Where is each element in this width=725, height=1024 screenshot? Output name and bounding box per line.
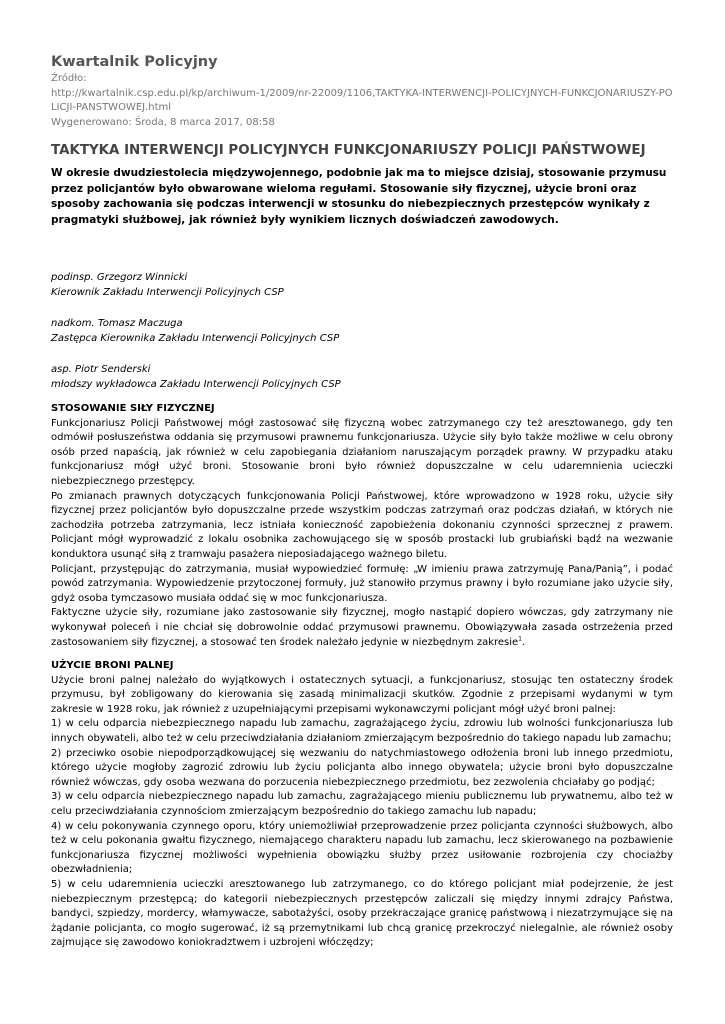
author-role: Kierownik Zakładu Interwencji Policyjnych CSP bbox=[51, 287, 284, 298]
authors-list bbox=[51, 270, 676, 408]
section-heading-firearms: UŻYCIE BRONI PALNEJ bbox=[51, 660, 174, 672]
paragraph: Policjant, przystępując do zatrzymania, musiał wypowiedzieć formułę: „W imieniu prawa zatrzymuję Pana/Panią”, i podać powód zatrzymania. Wypowiedzenie przytoczonej formuły, już stanowiło przymus prawny i było rozumiane jako użycie siły, gdyż osoba tymczasowo musiała oddać się w moc funkcjonariusza. bbox=[51, 563, 673, 604]
author-name: podinsp. Grzegorz Winnicki bbox=[51, 272, 188, 283]
author-name: asp. Piotr Senderski bbox=[51, 364, 151, 375]
author-role: Zastępca Kierownika Zakładu Interwencji Policyjnych CSP bbox=[51, 333, 340, 344]
author-role: młodszy wykładowca Zakładu Interwencji Policyjnych CSP bbox=[51, 379, 341, 390]
article-lead: W okresie dwudziestolecia międzywojennego, podobnie jak ma to miejsce dzisiaj, stosowanie przymusu przez policjantów było obwarowane wieloma regułami. Stosowanie siły fizycznej, użycie broni oraz sposoby zachowania się podczas interwencji w stosunku do niebezpiecznych przestępców wynikały z pragmatyki służbowej, jak również były wynikiem licznych doświadczeń zawodowych. bbox=[51, 167, 667, 226]
article-title: TAKTYKA INTERWENCJI POLICYJNYCH FUNKCJONARIUSZY POLICJI PAŃSTWOWEJ bbox=[51, 143, 646, 158]
list-item: 2) przeciwko osobie niepodporządkowującej się wezwaniu do natychmiastowego odłożenia broni lub innego przedmiotu, którego użycie mogłoby zagrozić zdrowiu lub życiu policjanta albo innego obywatela; użycie broni było dopuszczalne również wówczas, gdy osoba wezwana do porzucenia niebezpiecznego przedmiotu, bez zezwolenia chciałaby go podjąć; bbox=[51, 747, 673, 788]
generated-date: Wygenerowano: Środa, 8 marca 2017, 08:58 bbox=[51, 116, 275, 128]
list-item: 5) w celu udaremnienia ucieczki aresztowanego lub zatrzymanego, co do którego policjant miał podejrzenie, że jest niebezpiecznym przestępcą; do kategorii niebezpiecznych przestępców zaliczali się między innymi zdrajcy Państwa, bandyci, szpiedzy, mordercy, włamywacze, sabotażyści, osoby przekraczające granicę państwową i niezatrzymujące się na żądanie policjanta, co mogło sugerować, iż są przemytnikami lub chcą granicę przekroczyć nielegalnie, ale również osoby zajmujące się zawodowo koniokradztwem i uzbrojeni włóczędzy; bbox=[51, 879, 673, 949]
section-gap bbox=[51, 650, 673, 659]
footnote-mark[interactable]: 1 bbox=[518, 635, 522, 643]
source-url[interactable]: http://kwartalnik.csp.edu.pl/kp/archiwum-1/2009/nr-22009/1106,TAKTYKA-INTERWENCJI-POLICYJNYCH-FUNKCJONARIUSZY-POLICJI-PANSTWOWEJ.html bbox=[51, 87, 673, 113]
paragraph-end: . bbox=[522, 636, 526, 648]
source-label: Źródło: bbox=[51, 73, 87, 84]
paragraph: Funkcjonariusz Policji Państwowej mógł zastosować siłę fizyczną wobec zatrzymanego czy też aresztowanego, gdy ten odmówił posłuszeństwa oddania się przymusowi prawnemu funkcjonariusza. Użycie siły było także możliwe w celu obrony osób przed napaścią, jak również w celu zapobiegania działaniom naruszającym porządek prawny. W przypadku ataku funkcjonariusz mógł użyć broni. Stosowanie broni było również dopuszczalne w celu udaremnienia ucieczki niebezpiecznego przestępcy. bbox=[51, 417, 673, 487]
paragraph bbox=[51, 606, 673, 650]
list-item: 4) w celu pokonywania czynnego oporu, który uniemożliwiał przeprowadzenie przez policjanta czynności służbowych, albo też w celu pokonania gwałtu fizycznego, niemającego charakteru napadu lub zamachu, lecz skierowanego na pozbawienie funkcjonariusza fizycznej możliwości wypełnienia obowiązku służby przez usiłowanie rozbrojenia czy chociażby obezwładnienia; bbox=[51, 820, 673, 876]
site-title: Kwartalnik Policyjny bbox=[51, 54, 218, 70]
article-body bbox=[51, 402, 673, 951]
list-item: 3) w celu odparcia niebezpiecznego napadu lub zamachu, zagrażającego mieniu publicznemu lub prywatnemu, albo też w celu przeciwdziałania czynnościom zmierzającym bezpośrednio do takiego zamachu lub napadu; bbox=[51, 791, 673, 818]
section-heading-physical-force: STOSOWANIE SIŁY FIZYCZNEJ bbox=[51, 403, 215, 414]
author-entry bbox=[51, 362, 676, 392]
list-item: 1) w celu odparcia niebezpiecznego napadu lub zamachu, zagrażającego życiu, zdrowiu lub wolności funkcjonariusza lub innych obywateli, albo też w celu przeciwdziałania działaniom zmierzającym bezpośrednio do takiego napadu lub zamachu; bbox=[51, 718, 673, 745]
document-header bbox=[51, 54, 676, 130]
paragraph: Po zmianach prawnych dotyczących funkcjonowania Policji Państwowej, które wprowadzono w 1928 roku, użycie siły fizycznej przez policjantów było dopuszczalne przede wszystkim podczas zatrzymań oraz podczas działań, w których nie zachodziła potrzeba zatrzymania, lecz istniała konieczność zapobieżenia dokonaniu czynności sprzecznej z prawem. Policjant mógł wyprowadzić z lokalu osobnika zachowującego się w sposób prostacki lub grubiański bądź na wezwanie konduktora usunąć siłą z tramwaju pasażera nieposiadającego ważnego biletu. bbox=[51, 490, 673, 560]
paragraph: Użycie broni palnej należało do wyjątkowych i ostatecznych sytuacji, a funkcjonariusz, stosując ten ostateczny środek przymusu, był zobligowany do kierowania się zasadą minimalizacji skutków. Zgodnie z przepisami wydanymi w tym zakresie w 1928 roku, jak również z uzupełniającymi przepisami wykonawczymi policjant mógł użyć broni palnej: bbox=[51, 674, 673, 715]
author-name: nadkom. Tomasz Maczuga bbox=[51, 318, 183, 329]
author-entry bbox=[51, 316, 676, 346]
paragraph-text: Faktyczne użycie siły, rozumiane jako zastosowanie siły fizycznej, mogło nastąpić dopiero wówczas, gdy zatrzymany nie wykonywał poleceń i nie chciał się dobrowolnie oddać przymusowi prawnemu. Obowiązywała zasada ostrzeżenia przed zastosowaniem siły fizycznej, a stosować ten środek należało jedynie w niezbędnym zakresie bbox=[51, 607, 673, 648]
author-entry bbox=[51, 270, 676, 300]
